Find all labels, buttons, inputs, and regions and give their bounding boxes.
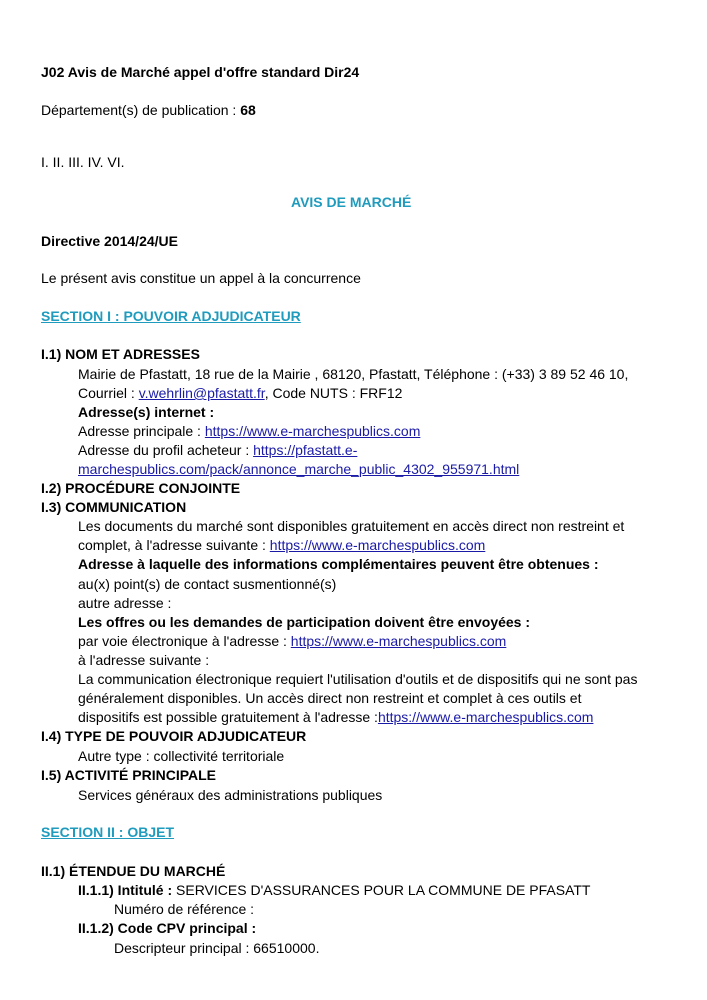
document-title: J02 Avis de Marché appel d'offre standard Dir24 bbox=[41, 64, 360, 80]
buyer-profile-link-cont[interactable]: marchespublics.com/pack/annonce_marche_public_4302_955971.html bbox=[78, 461, 520, 477]
i1-email-line bbox=[78, 385, 402, 402]
ii11-line bbox=[78, 882, 590, 899]
i3-docs-line-1: Les documents du marché sont disponibles gratuitement en accès direct non restreint et bbox=[78, 518, 625, 534]
i4-title: I.4) TYPE DE POUVOIR ADJUDICATEUR bbox=[41, 728, 307, 744]
i1-title: I.1) NOM ET ADRESSES bbox=[41, 346, 200, 362]
i3-comm-text: dispositifs est possible gratuitement à l'adresse : bbox=[78, 709, 378, 725]
i3-title: I.3) COMMUNICATION bbox=[41, 499, 187, 515]
buyer-profile-link[interactable]: https://pfastatt.e- bbox=[253, 442, 358, 458]
docs-link[interactable]: https://www.e-marchespublics.com bbox=[269, 537, 486, 553]
i3-docs-text: complet, à l'adresse suivante : bbox=[78, 537, 270, 553]
i3-docs-line-2 bbox=[78, 537, 485, 554]
i2-title: I.2) PROCÉDURE CONJOINTE bbox=[41, 480, 241, 496]
main-address-label: Adresse principale : bbox=[78, 423, 205, 439]
i3-offers-label: Les offres ou les demandes de participation doivent être envoyées : bbox=[78, 614, 531, 630]
section-1-title: SECTION I : POUVOIR ADJUDICATEUR bbox=[41, 308, 301, 324]
i3-info-label: Adresse à laquelle des informations complémentaires peuvent être obtenues : bbox=[78, 556, 599, 572]
buyer-profile-line bbox=[78, 442, 357, 459]
section-2-title: SECTION II : OBJET bbox=[41, 824, 175, 840]
i5-title: I.5) ACTIVITÉ PRINCIPALE bbox=[41, 767, 217, 783]
i1-address-line: Mairie de Pfastatt, 18 rue de la Mairie , 68120, Pfastatt, Téléphone : (+33) 3 89 52 46 10, bbox=[78, 366, 629, 382]
ii11-label: II.1.1) Intitulé : bbox=[78, 882, 177, 898]
nuts-code: , Code NUTS : FRF12 bbox=[264, 385, 403, 401]
i3-comm-line-1: La communication électronique requiert l'utilisation d'outils et de dispositifs qui ne sont pas bbox=[78, 671, 638, 687]
internet-label: Adresse(s) internet : bbox=[78, 404, 215, 420]
i3-comm-line-2: généralement disponibles. Un accès direct non restreint et complet à ces outils et bbox=[78, 690, 582, 706]
i3-following-address: à l'adresse suivante : bbox=[78, 652, 210, 668]
i3-comm-line-3 bbox=[78, 709, 593, 726]
directive: Directive 2014/24/UE bbox=[41, 233, 178, 249]
i3-offers-line bbox=[78, 633, 506, 650]
i3-other-address: autre adresse : bbox=[78, 595, 172, 611]
ii1-title: II.1) ÉTENDUE DU MARCHÉ bbox=[41, 863, 226, 879]
notice-heading: AVIS DE MARCHÉ bbox=[291, 194, 412, 210]
i5-value: Services généraux des administrations publiques bbox=[78, 787, 383, 803]
publication-department bbox=[41, 102, 256, 119]
comm-link[interactable]: https://www.e-marchespublics.com bbox=[377, 709, 594, 725]
sections-list: I. II. III. IV. VI. bbox=[41, 154, 125, 170]
intro-text: Le présent avis constitue un appel à la concurrence bbox=[41, 270, 361, 286]
i3-offers-text: par voie électronique à l'adresse : bbox=[78, 633, 291, 649]
main-address-line bbox=[78, 423, 420, 440]
ii12-label: II.1.2) Code CPV principal : bbox=[78, 920, 257, 936]
department-label: Département(s) de publication : bbox=[41, 102, 241, 118]
ii11-value: SERVICES D'ASSURANCES POUR LA COMMUNE DE PFASATT bbox=[176, 882, 591, 898]
ii12-value: Descripteur principal : 66510000. bbox=[114, 940, 320, 956]
offers-link[interactable]: https://www.e-marchespublics.com bbox=[290, 633, 507, 649]
i3-info-value: au(x) point(s) de contact susmentionné(s) bbox=[78, 576, 337, 592]
buyer-profile-label: Adresse du profil acheteur : bbox=[78, 442, 254, 458]
main-address-link[interactable]: https://www.e-marchespublics.com bbox=[204, 423, 421, 439]
ii11-reference: Numéro de référence : bbox=[114, 901, 255, 917]
courriel-label: Courriel : bbox=[78, 385, 139, 401]
department-value: 68 bbox=[240, 102, 256, 118]
email-link[interactable]: v.wehrlin@pfastatt.fr bbox=[138, 385, 265, 401]
i4-value: Autre type : collectivité territoriale bbox=[78, 748, 285, 764]
buyer-profile-line-2 bbox=[78, 461, 519, 478]
